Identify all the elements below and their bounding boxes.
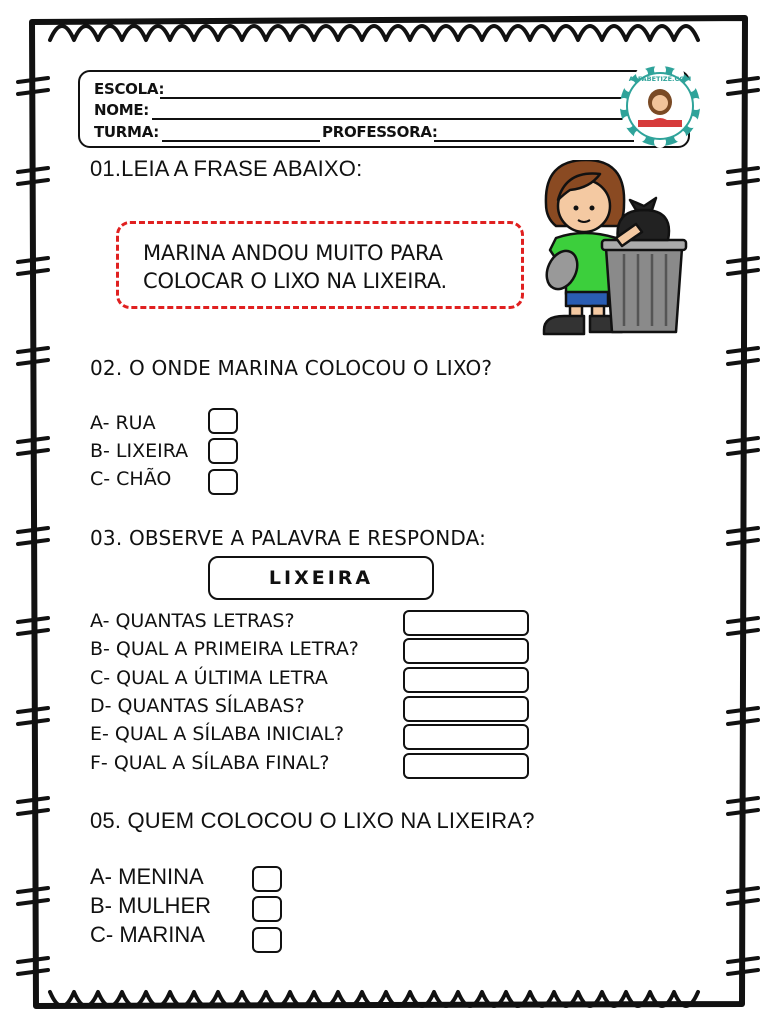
q3-answer-f[interactable] [403, 753, 529, 779]
q5-option-c: C- MARINA [90, 922, 205, 947]
q3-answer-e[interactable] [403, 724, 529, 750]
turma-line[interactable] [162, 140, 320, 142]
escola-line[interactable] [160, 97, 630, 99]
nome-label: NOME: [94, 101, 149, 119]
escola-label: ESCOLA: [94, 80, 165, 98]
q2-option-a: A- RUA [90, 412, 156, 434]
q2-option-c: C- CHÃO [90, 468, 172, 490]
header-box [78, 70, 690, 148]
q3-title: 03. OBSERVE A PALAVRA E RESPONDA: [90, 526, 487, 550]
sentence-text [143, 239, 447, 295]
professora-label: PROFESSORA: [322, 123, 438, 141]
q3-question-a: A- QUANTAS LETRAS? [90, 610, 295, 632]
q3-question-b: B- QUAL A PRIMEIRA LETRA? [90, 638, 359, 660]
q5-checkbox-a[interactable] [252, 866, 282, 892]
professora-line[interactable] [434, 140, 634, 142]
q5-option-b: B- MULHER [90, 893, 212, 918]
q5-title: 05. QUEM COLOCOU O LIXO NA LIXEIRA? [90, 808, 535, 833]
q2-checkbox-b[interactable] [208, 438, 238, 464]
q3-question-c: C- QUAL A ÚLTIMA LETRA [90, 667, 328, 689]
q2-checkbox-a[interactable] [208, 408, 238, 434]
q3-answer-d[interactable] [403, 696, 529, 722]
q2-checkbox-c[interactable] [208, 469, 238, 495]
q3-question-e: E- QUAL A SÍLABA INICIAL? [90, 723, 345, 745]
q3-question-d: D- QUANTAS SÍLABAS? [90, 695, 305, 717]
q2-title: 02. O ONDE MARINA COLOCOU O LIXO? [90, 356, 493, 380]
girl-trash-can-icon [532, 160, 688, 338]
q3-question-f: F- QUAL A SÍLABA FINAL? [90, 752, 330, 774]
q5-checkbox-c[interactable] [252, 927, 282, 953]
q5-checkbox-b[interactable] [252, 896, 282, 922]
word-box: LIXEIRA [208, 556, 434, 600]
sentence-line-2: COLOCAR O LIXO NA LIXEIRA. [143, 269, 448, 293]
q1-title: 01.LEIA A FRASE ABAIXO: [90, 156, 363, 181]
q3-answer-b[interactable] [403, 638, 529, 664]
sentence-box [116, 221, 524, 309]
nome-line[interactable] [152, 118, 630, 120]
q2-option-b: B- LIXEIRA [90, 440, 189, 462]
q3-answer-a[interactable] [403, 610, 529, 636]
badge-text: ALFABETIZE.COM [628, 75, 692, 83]
q3-answer-c[interactable] [403, 667, 529, 693]
sentence-line-1: MARINA ANDOU MUITO PARA [143, 241, 443, 265]
turma-label: TURMA: [94, 123, 159, 141]
q5-option-a: A- MENINA [90, 864, 204, 889]
teacher-badge-icon [612, 62, 708, 148]
